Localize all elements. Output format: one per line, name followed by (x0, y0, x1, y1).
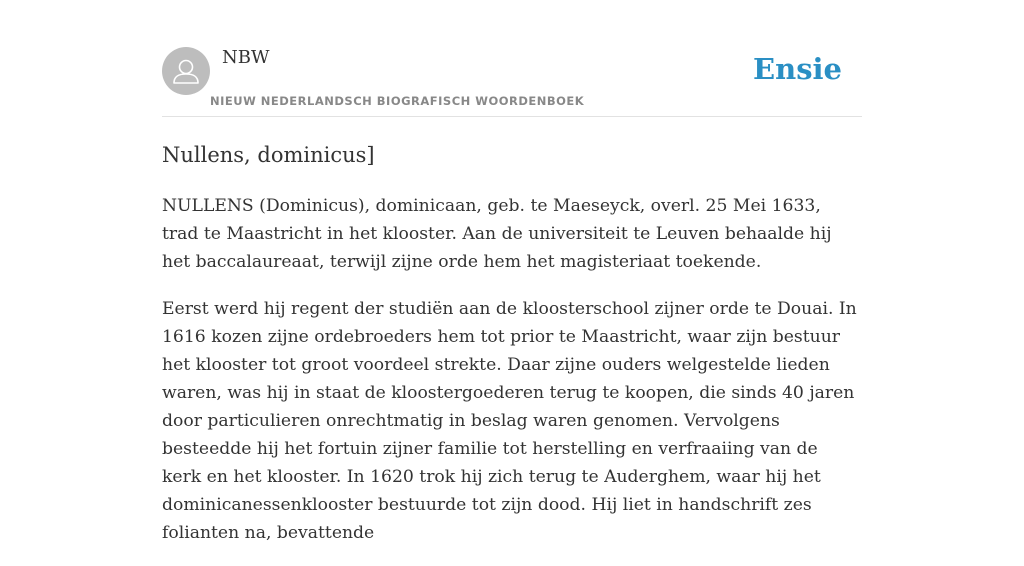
article-paragraph: NULLENS (Dominicus), dominicaan, geb. te Maeseyck, overl. 25 Mei 1633, trad te Maastricht in het klooster. Aan de universiteit te Leuven behaalde hij het baccalaureaat, terwijl zijne orde hem het magisteriaat toekende. (162, 196, 832, 272)
avatar[interactable] (162, 47, 210, 95)
source-header (162, 0, 862, 117)
source-name[interactable]: NBW (222, 47, 270, 68)
page-title: Nullens, dominicus] (162, 143, 375, 167)
user-icon (162, 47, 210, 95)
article-body (162, 192, 862, 566)
source-subtitle: NIEUW NEDERLANDSCH BIOGRAFISCH WOORDENBOEK (210, 94, 585, 108)
page (162, 0, 862, 543)
article-paragraph: Eerst werd hij regent der studiën aan de kloosterschool zijner orde te Douai. In 1616 kozen zijne ordebroeders hem tot prior te Maastricht, waar zijn bestuur het klooster tot groot voordeel strekte. Daar zijne ouders welgestelde lieden waren, was hij in staat de kloostergoederen terug te koopen, die sinds 40 jaren door particulieren onrechtmatig in beslag waren genomen. Vervolgens besteedde hij het fortuin zijner familie tot herstelling en verfraaiing van de kerk en het klooster. In 1620 trok hij zich terug te Auderghem, waar hij het dominicanessenklooster bestuurde tot zijn dood. Hij liet in handschrift zes folianten na, bevattende (162, 299, 857, 543)
ensie-logo[interactable]: Ensie (753, 52, 842, 86)
